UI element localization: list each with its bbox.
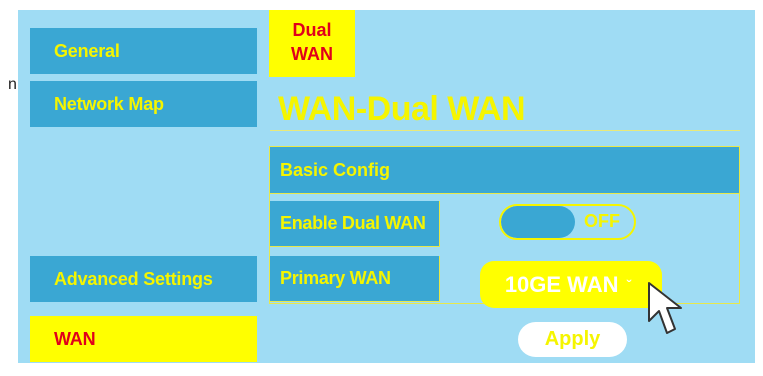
primary-wan-value: 10GE WAN [504, 271, 619, 297]
tab-label: Dual WAN [291, 20, 333, 64]
page-title: WAN-Dual WAN [278, 90, 526, 128]
tab-dual-wan[interactable] [269, 10, 355, 77]
mouse-pointer-icon [647, 281, 699, 337]
enable-dual-wan-label: Enable Dual WAN [270, 201, 440, 247]
toggle-knob [501, 206, 575, 238]
section-header: Basic Config [270, 147, 739, 194]
chevron-down-icon: ˇ [626, 276, 632, 293]
sidebar-item-advanced-settings[interactable] [30, 256, 257, 302]
sidebar-item-label: General [54, 40, 120, 61]
sidebar-item-label: Network Map [54, 93, 164, 114]
sidebar-item-label: Advanced Settings [54, 268, 213, 289]
sidebar-item-network-map[interactable] [30, 81, 257, 127]
primary-wan-select[interactable] [480, 261, 662, 308]
primary-wan-label: Primary WAN [270, 256, 440, 302]
sidebar-item-wan[interactable] [30, 316, 257, 362]
apply-button[interactable]: Apply [518, 322, 627, 357]
router-settings-panel [18, 10, 755, 363]
sidebar-item-label: WAN [54, 328, 96, 349]
stray-text: n [8, 76, 17, 93]
enable-dual-wan-toggle[interactable] [499, 204, 636, 240]
sidebar-item-general[interactable] [30, 28, 257, 74]
toggle-state: OFF [584, 211, 620, 231]
title-divider [270, 130, 740, 131]
